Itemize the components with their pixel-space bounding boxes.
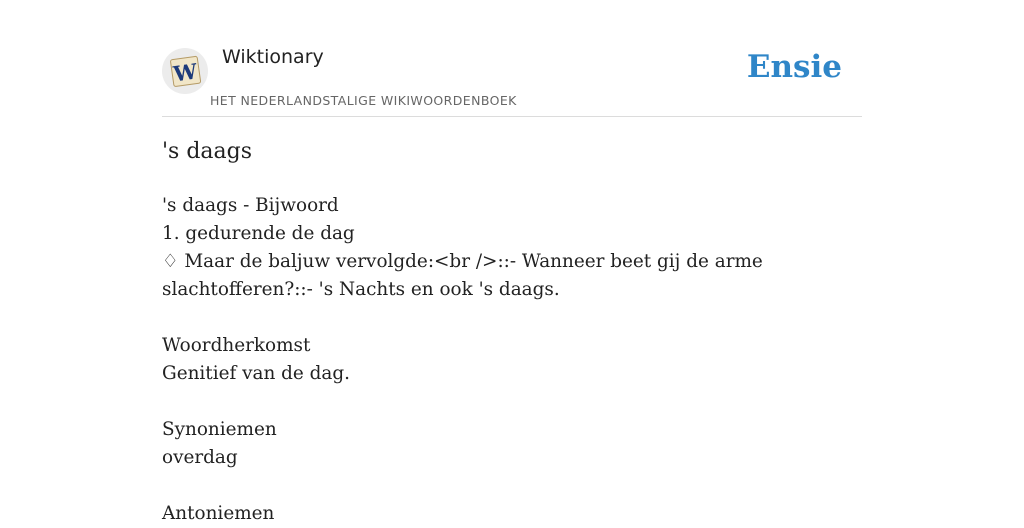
synonyms-text[interactable]: overdag xyxy=(162,447,238,468)
definition-line: 1. gedurende de dag xyxy=(162,223,355,244)
etymology-heading: Woordherkomst xyxy=(162,335,311,356)
ensie-brand-link[interactable]: Ensie xyxy=(746,49,842,85)
wiktionary-logo-icon[interactable] xyxy=(162,48,208,94)
entry-content xyxy=(162,192,862,528)
spacer xyxy=(162,472,862,500)
logo-tile-icon xyxy=(167,53,203,89)
spacer xyxy=(162,304,862,332)
headword-line: 's daags - Bijwoord xyxy=(162,195,339,216)
antonyms-heading: Antoniemen xyxy=(162,503,275,524)
site-tagline: HET NEDERLANDSTALIGE WIKIWOORDENBOEK xyxy=(210,93,517,108)
site-header xyxy=(162,0,862,117)
page-title: 's daags xyxy=(162,139,253,164)
spacer xyxy=(162,388,862,416)
example-line: ♢ Maar de baljuw vervolgde:<br />::- Wanneer beet gij de arme slachtofferen?::- 's Nachts en ook 's daags. xyxy=(162,251,763,300)
logo-letter: W xyxy=(171,58,199,87)
site-name[interactable]: Wiktionary xyxy=(222,46,324,68)
synonyms-heading: Synoniemen xyxy=(162,419,277,440)
etymology-text: Genitief van de dag. xyxy=(162,363,351,384)
